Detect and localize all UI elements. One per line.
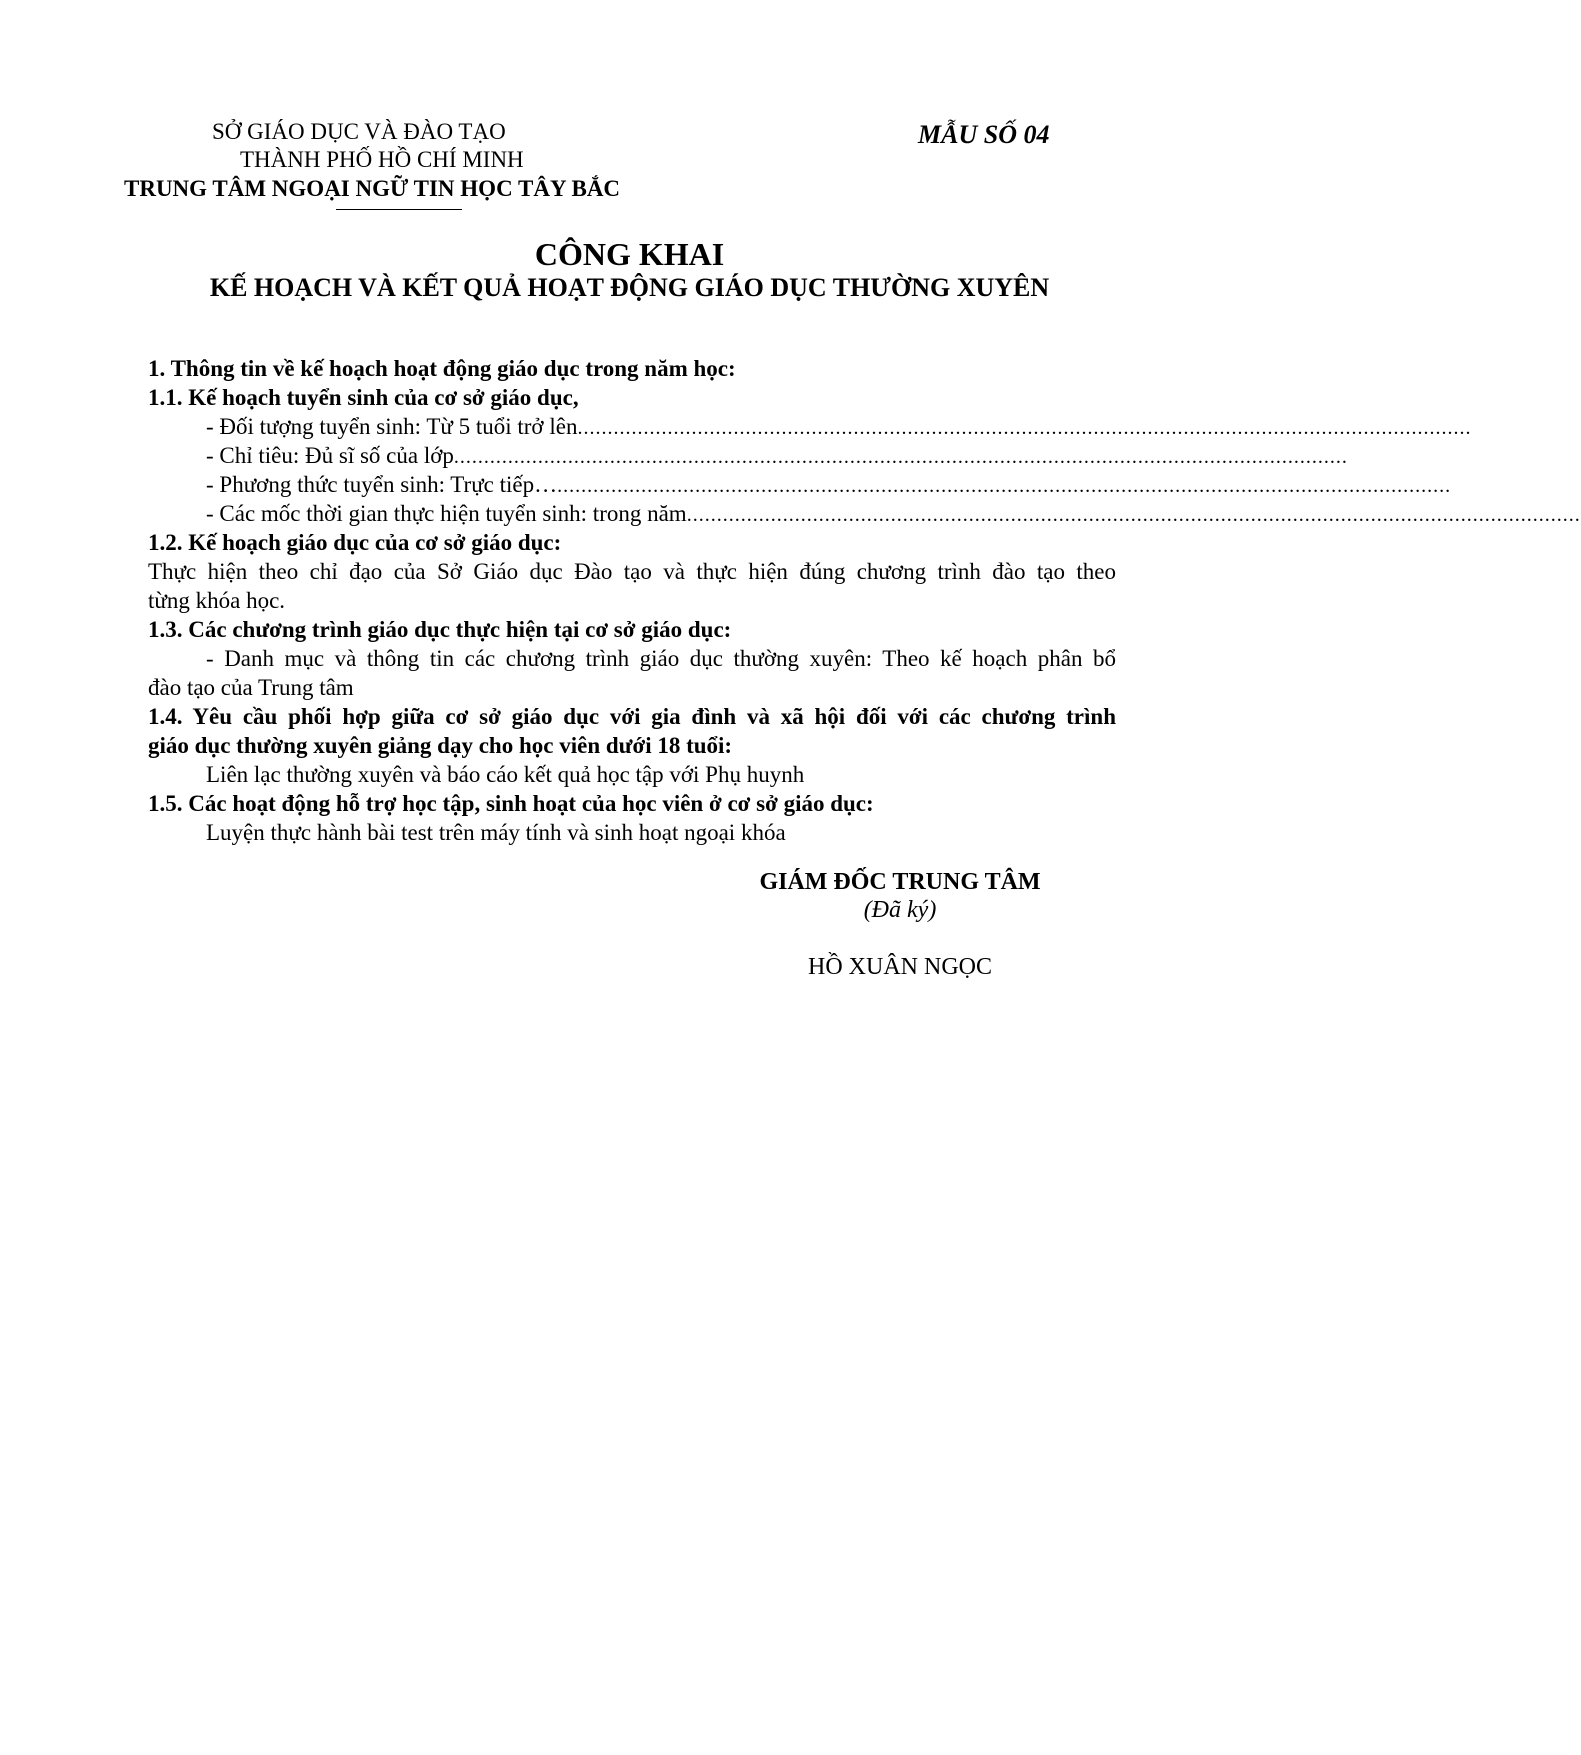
document-body xyxy=(148,354,1581,847)
section-1-2-text-line: từng khóa học. xyxy=(148,588,286,613)
section-1-3-text-line: đào tạo của Trung tâm xyxy=(148,675,354,700)
enrollment-item xyxy=(148,412,1472,441)
section-1-1-heading: 1.1. Kế hoạch tuyển sinh của cơ sở giáo dục, xyxy=(148,385,579,410)
header-department: SỞ GIÁO DỤC VÀ ĐÀO TẠO xyxy=(212,119,506,144)
enrollment-item-text: - Chỉ tiêu: Đủ sĩ số của lớp xyxy=(206,443,454,468)
dot-leader: ..................................................................................................................................................... xyxy=(577,417,1472,439)
header-center-name: TRUNG TÂM NGOẠI NGỮ TIN HỌC TÂY BẮC xyxy=(124,176,621,201)
header-city: THÀNH PHỐ HỒ CHÍ MINH xyxy=(240,147,524,172)
header-underline xyxy=(336,209,462,210)
page-title: CÔNG KHAI xyxy=(534,236,725,272)
section-1-5-heading: 1.5. Các hoạt động hỗ trợ học tập, sinh hoạt của học viên ở cơ sở giáo dục: xyxy=(148,791,874,816)
section-1-3-heading: 1.3. Các chương trình giáo dục thực hiện tại cơ sở giáo dục: xyxy=(148,617,732,642)
enrollment-item-text: - Các mốc thời gian thực hiện tuyển sinh: trong năm xyxy=(206,501,687,526)
dot-leader: ..................................................................................................................................................... xyxy=(686,504,1581,526)
section-1-2-text-line: Thực hiện theo chỉ đạo của Sở Giáo dục Đào tạo và thực hiện đúng chương trình đào tạo theo xyxy=(148,559,1116,584)
signature-name: HỒ XUÂN NGỌC xyxy=(808,954,992,980)
enrollment-item xyxy=(148,470,1452,499)
dot-leader: ..................................................................................................................................................... xyxy=(557,475,1452,497)
section-1-2-heading: 1.2. Kế hoạch giáo dục của cơ sở giáo dục: xyxy=(148,530,562,555)
signature-note: (Đã ký) xyxy=(863,897,937,923)
section-1-4-heading-line: 1.4. Yêu cầu phối hợp giữa cơ sở giáo dục với gia đình và xã hội đối với các chương trình xyxy=(148,704,1116,729)
dot-leader: ..................................................................................................................................................... xyxy=(453,446,1348,468)
section-1-4-text: Liên lạc thường xuyên và báo cáo kết quả học tập với Phụ huynh xyxy=(206,762,805,787)
page-subtitle: KẾ HOẠCH VÀ KẾT QUẢ HOẠT ĐỘNG GIÁO DỤC THƯỜNG XUYÊN xyxy=(209,273,1050,302)
enrollment-item-text: - Đối tượng tuyển sinh: Từ 5 tuổi trở lên xyxy=(206,414,578,439)
enrollment-item-text: - Phương thức tuyển sinh: Trực tiếp… xyxy=(206,472,558,497)
section-1-5-text: Luyện thực hành bài test trên máy tính và sinh hoạt ngoại khóa xyxy=(206,820,786,845)
form-number: MẪU SỐ 04 xyxy=(918,120,1050,149)
signature-title: GIÁM ĐỐC TRUNG TÂM xyxy=(759,869,1041,895)
enrollment-item xyxy=(148,499,1581,528)
section-1-heading: 1. Thông tin về kế hoạch hoạt động giáo dục trong năm học: xyxy=(148,356,736,381)
section-1-3-text-line: - Danh mục và thông tin các chương trình giáo dục thường xuyên: Theo kế hoạch phân bổ xyxy=(206,646,1116,671)
section-1-4-heading-line: giáo dục thường xuyên giảng dạy cho học viên dưới 18 tuổi: xyxy=(148,733,733,758)
enrollment-item xyxy=(148,441,1348,470)
